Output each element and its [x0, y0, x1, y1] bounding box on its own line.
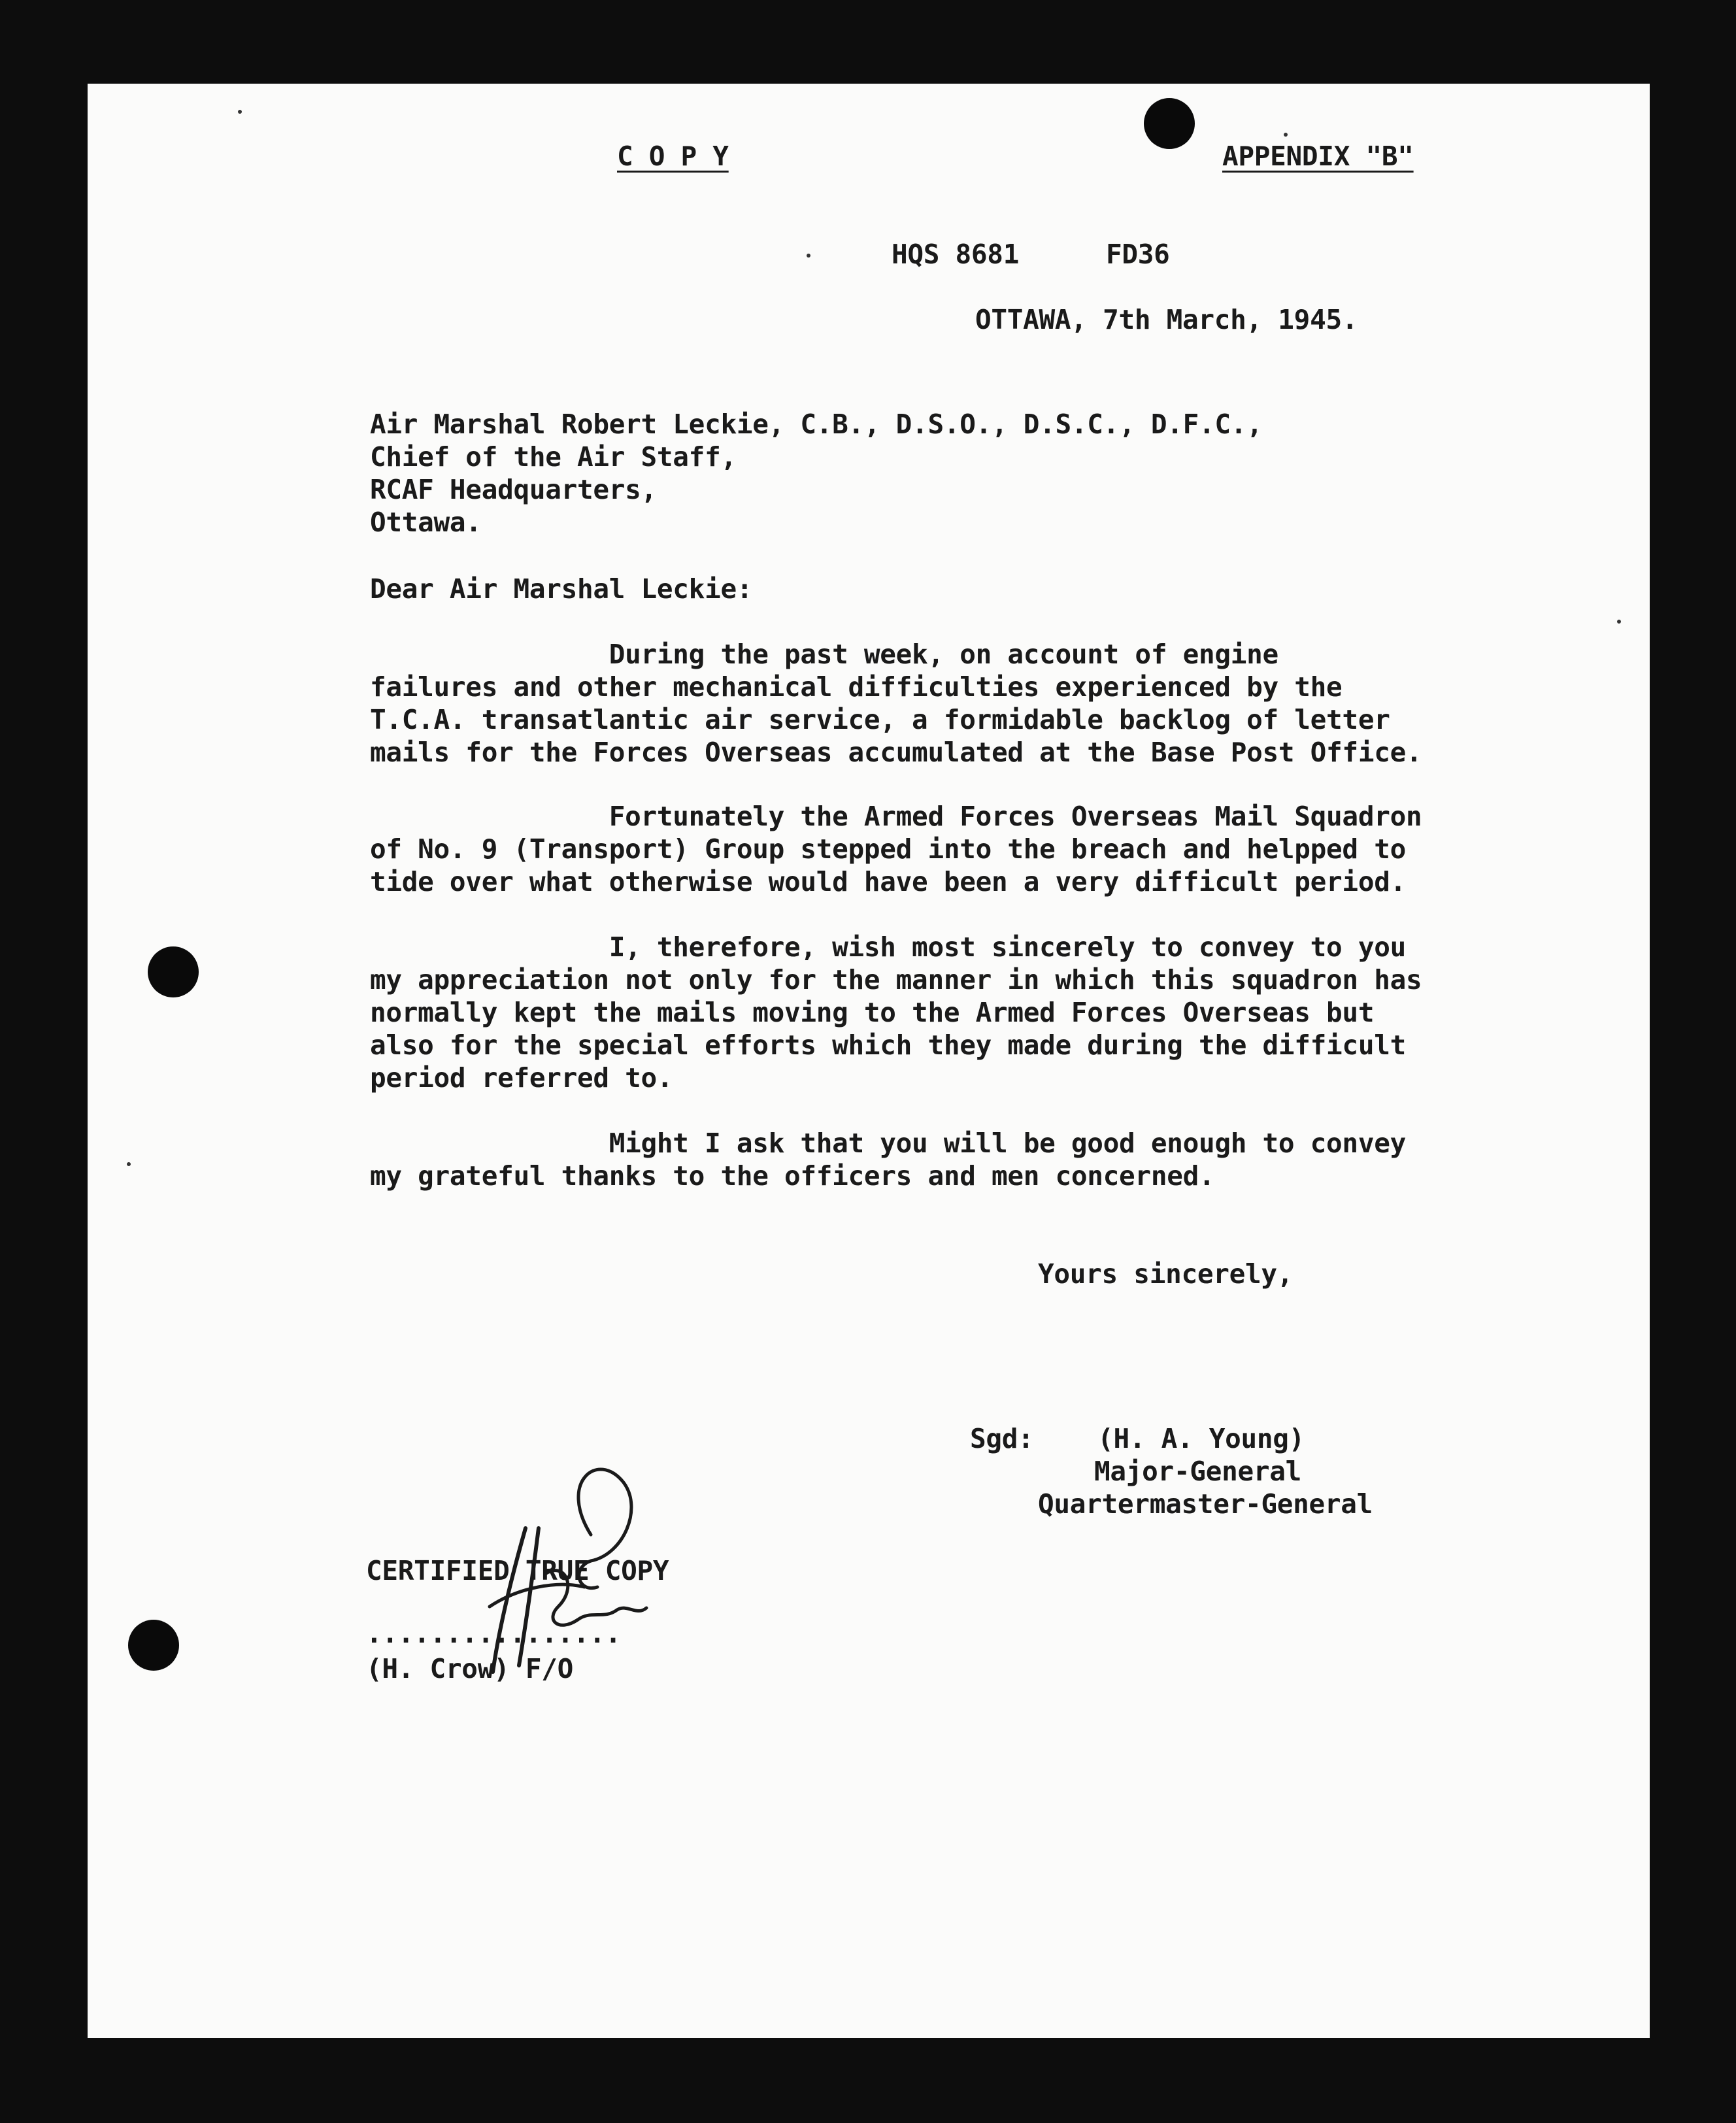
handwritten-signature: [427, 1456, 702, 1692]
body-paragraph-2: [370, 800, 1422, 898]
signatory-title: Quartermaster-General: [1038, 1488, 1373, 1520]
salutation: Dear Air Marshal Leckie:: [370, 573, 753, 605]
body-line: T.C.A. transatlantic air service, a formidable backlog of letter: [370, 704, 1390, 735]
paper-speck: [1617, 620, 1621, 624]
addressee-block: [370, 408, 1263, 539]
closing: Yours sincerely,: [1038, 1258, 1294, 1290]
paper-speck: [1284, 133, 1288, 137]
body-line: period referred to.: [370, 1062, 673, 1094]
addressee-line: Air Marshal Robert Leckie, C.B., D.S.O., D.S.C., D.F.C.,: [370, 409, 1263, 440]
addressee-line: RCAF Headquarters,: [370, 474, 657, 505]
body-line: During the past week, on account of engine: [370, 639, 1278, 670]
body-paragraph-1: [370, 638, 1422, 769]
certified-true-copy: CERTIFIED TRUE COPY: [366, 1555, 669, 1586]
body-line: I, therefore, wish most sincerely to convey to you: [370, 931, 1406, 963]
body-paragraph-4: [370, 1127, 1406, 1192]
punch-hole-bottom: [128, 1620, 179, 1671]
copy-heading: C O P Y: [617, 141, 729, 172]
body-line: my appreciation not only for the manner in which this squadron has: [370, 964, 1422, 995]
body-line: failures and other mechanical difficulties experienced by the: [370, 671, 1343, 703]
body-line: tide over what otherwise would have been a very difficult period.: [370, 866, 1406, 897]
file-code: FD36: [1106, 239, 1170, 270]
body-line: Might I ask that you will be good enough to convey: [370, 1128, 1406, 1159]
certifier-name: (H. Crow) F/O: [366, 1653, 573, 1684]
body-line: also for the special efforts which they made during the difficult: [370, 1029, 1406, 1061]
paper-speck: [127, 1162, 131, 1166]
punch-hole-middle: [148, 946, 199, 997]
body-line: of No. 9 (Transport) Group stepped into the breach and helpped to: [370, 833, 1406, 865]
body-line: Fortunately the Armed Forces Overseas Mail Squadron: [370, 801, 1422, 832]
certification-dotted-line: ................: [366, 1618, 622, 1649]
signatory-rank: Major-General: [1094, 1456, 1301, 1487]
body-paragraph-3: [370, 931, 1422, 1094]
place-date: OTTAWA, 7th March, 1945.: [975, 304, 1358, 335]
appendix-label: APPENDIX "B": [1222, 141, 1414, 172]
paper-speck: [238, 110, 242, 114]
body-line: normally kept the mails moving to the Armed Forces Overseas but: [370, 997, 1375, 1028]
document-page: [88, 84, 1650, 2038]
addressee-line: Ottawa.: [370, 507, 482, 538]
punch-hole-top: [1144, 98, 1195, 149]
file-number: HQS 8681: [892, 239, 1020, 270]
body-line: my grateful thanks to the officers and men concerned.: [370, 1160, 1215, 1192]
body-line: mails for the Forces Overseas accumulated at the Base Post Office.: [370, 737, 1422, 768]
paper-speck: [807, 254, 810, 258]
signed-line: Sgd: (H. A. Young): [970, 1423, 1305, 1454]
addressee-line: Chief of the Air Staff,: [370, 441, 737, 473]
